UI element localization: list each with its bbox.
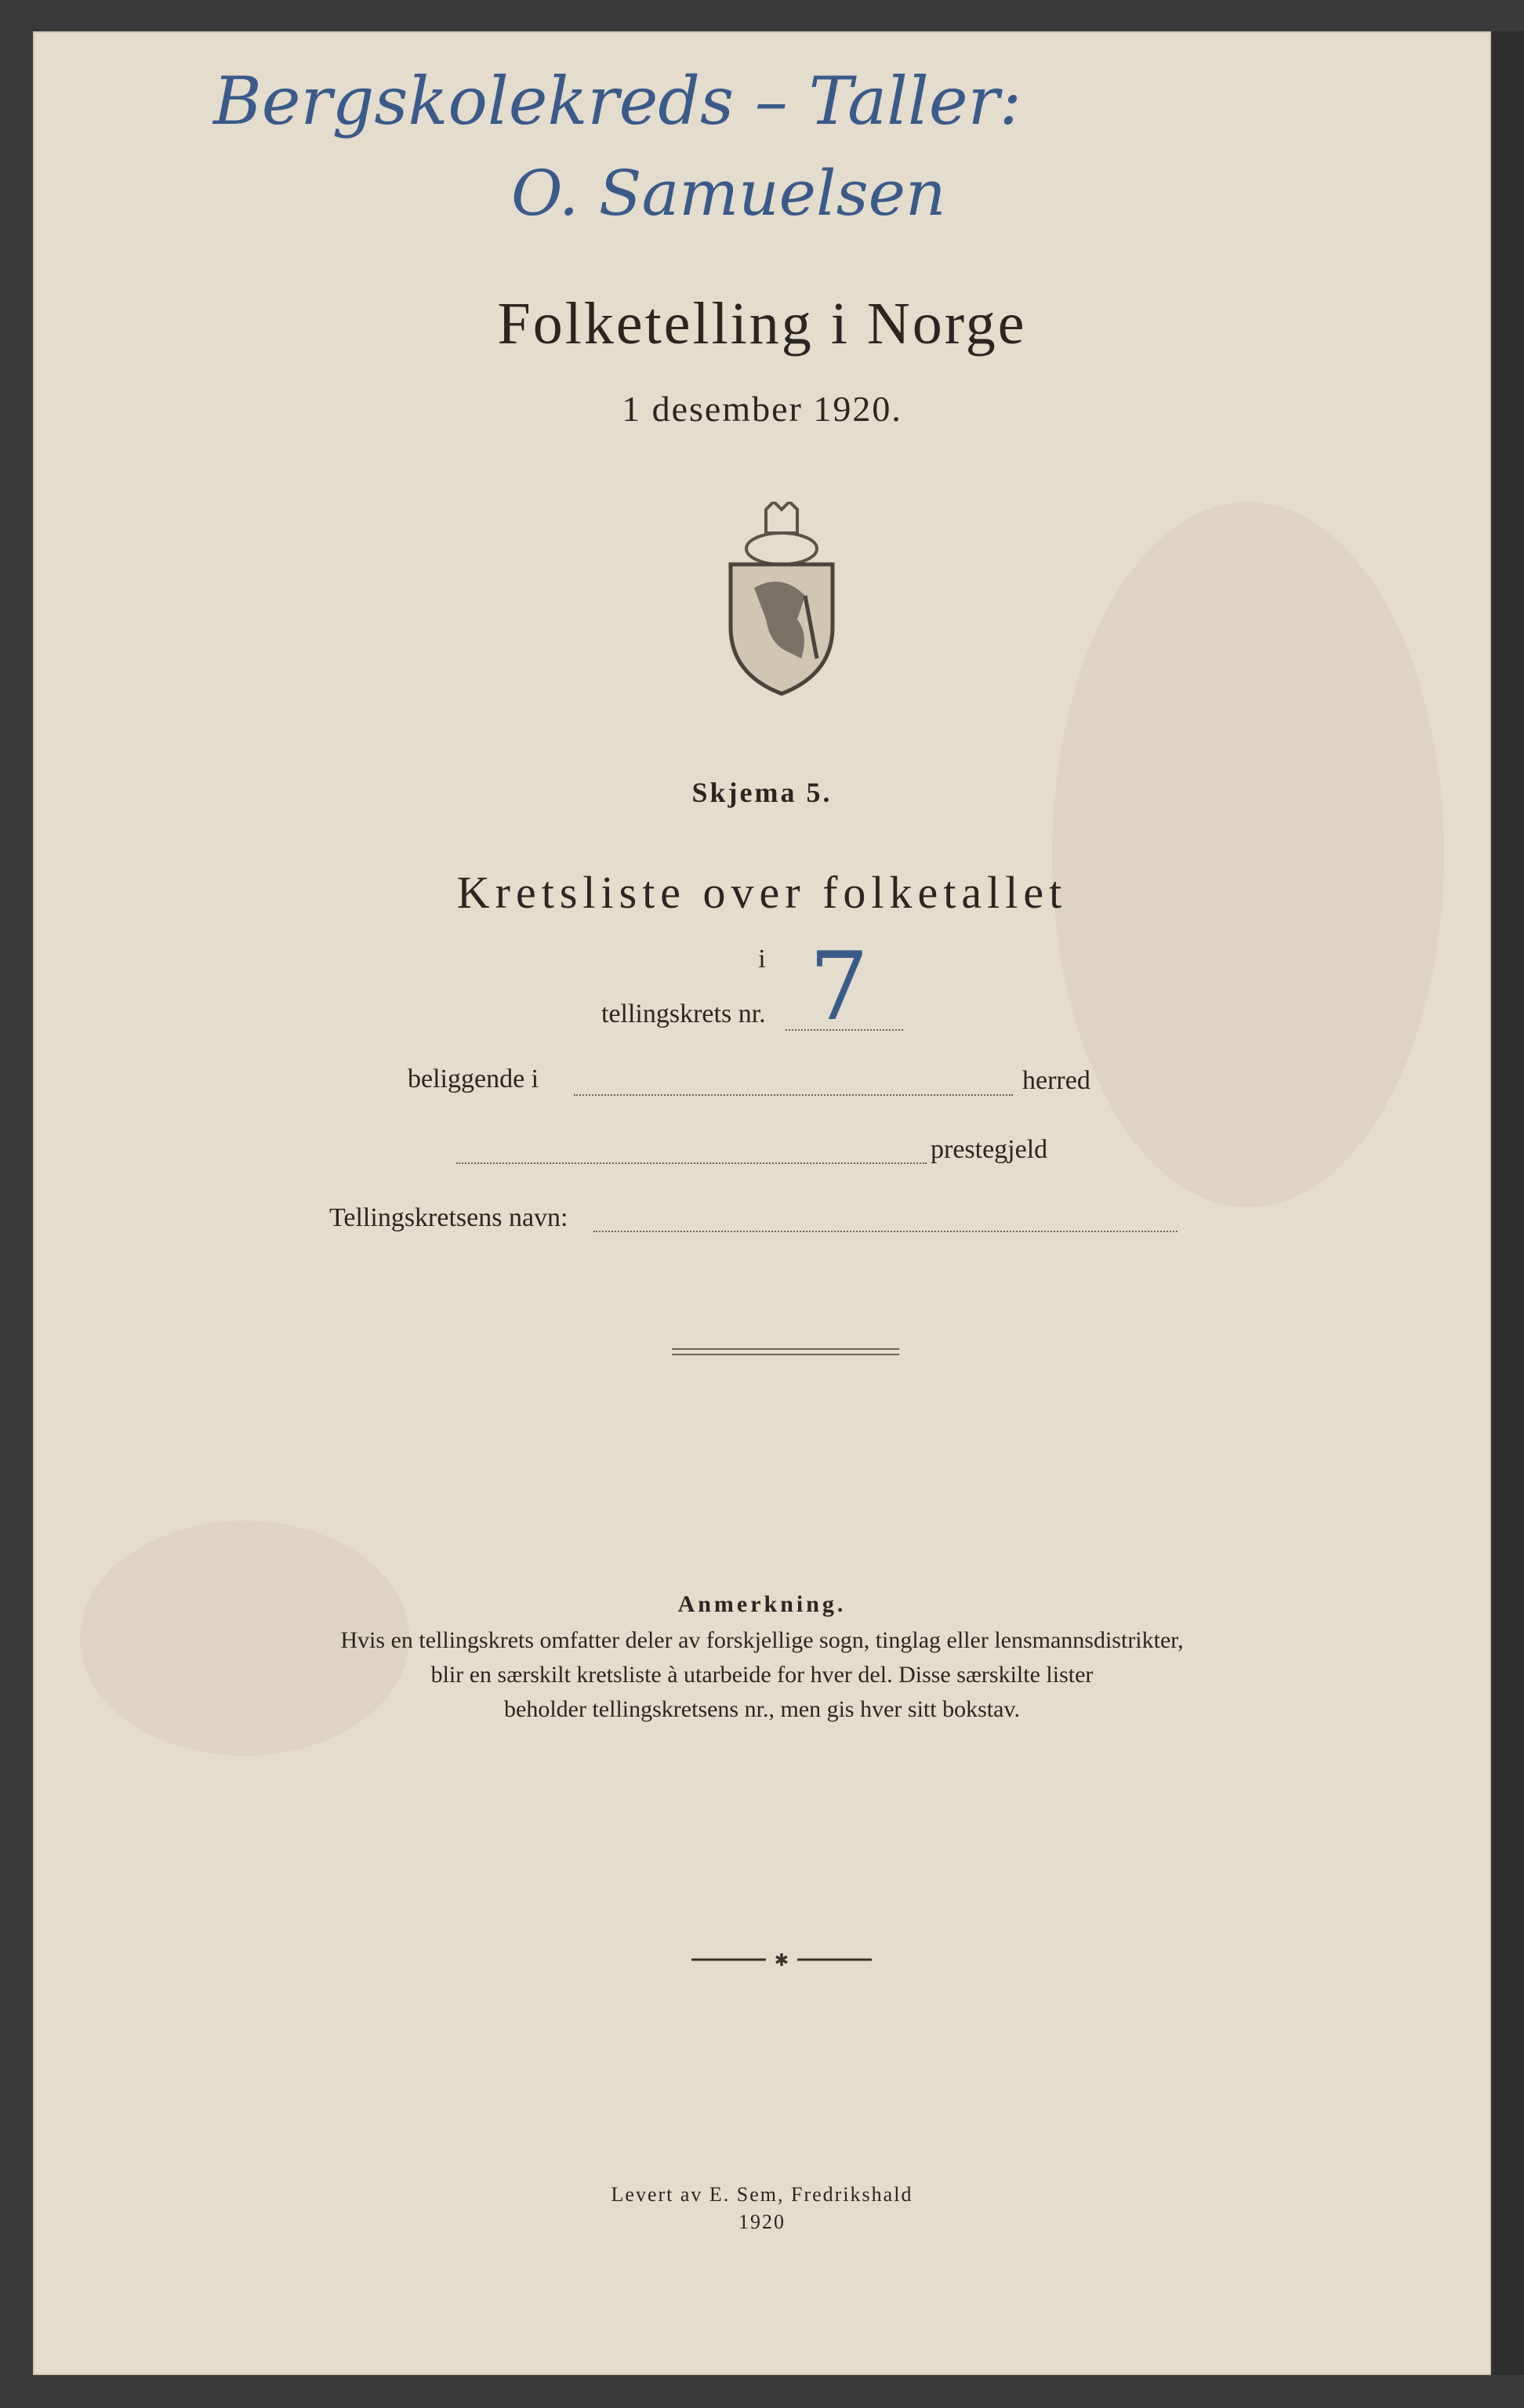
- note-line-3: beholder tellingskretsens nr., men gis hver sitt bokstav.: [504, 1696, 1020, 1722]
- norwegian-coat-of-arms-icon: [723, 502, 840, 698]
- svg-text:✱: ✱: [774, 1951, 789, 1969]
- connector-word: i: [758, 945, 766, 974]
- herred-field[interactable]: [574, 1094, 1013, 1096]
- census-form-page: [33, 31, 1491, 2375]
- form-number: Skjema 5.: [691, 777, 833, 808]
- handwritten-name: O. Samuelsen: [511, 157, 946, 230]
- kretsnr-label: tellingskrets nr.: [601, 999, 766, 1028]
- census-date: 1 desember 1920.: [622, 389, 902, 429]
- herred-label: herred: [1022, 1066, 1090, 1095]
- handwritten-district-note: Bergskolekreds – Taller:: [213, 63, 1022, 140]
- page-title: Folketelling i Norge: [497, 291, 1027, 357]
- kretsnavn-label: Tellingskretsens navn:: [329, 1203, 568, 1232]
- kretsnavn-field[interactable]: [593, 1231, 1177, 1232]
- note-heading: Anmerkning.: [677, 1591, 847, 1617]
- paper-stain: [1052, 502, 1444, 1207]
- note-line-2: blir en særskilt kretsliste à utarbeide for hver del. Disse særskilte lister: [430, 1662, 1094, 1688]
- printer-credit: Levert av E. Sem, Fredrikshald: [611, 2183, 913, 2206]
- prestegjeld-field[interactable]: [456, 1162, 927, 1164]
- form-heading: Kretsliste over folketallet: [456, 867, 1068, 918]
- section-divider: [672, 1348, 899, 1355]
- printer-year: 1920: [738, 2210, 786, 2233]
- beliggende-label: beliggende i: [408, 1064, 539, 1093]
- scan-edge: [1491, 31, 1524, 2375]
- note-line-1: Hvis en tellingskrets omfatter deler av forskjellige sogn, tinglag eller lensmannsdistrikter,: [340, 1627, 1184, 1653]
- prestegjeld-label: prestegjeld: [931, 1135, 1048, 1164]
- kretsnr-handwritten: 7: [809, 933, 869, 1042]
- ornament-divider-icon: [691, 1950, 872, 1969]
